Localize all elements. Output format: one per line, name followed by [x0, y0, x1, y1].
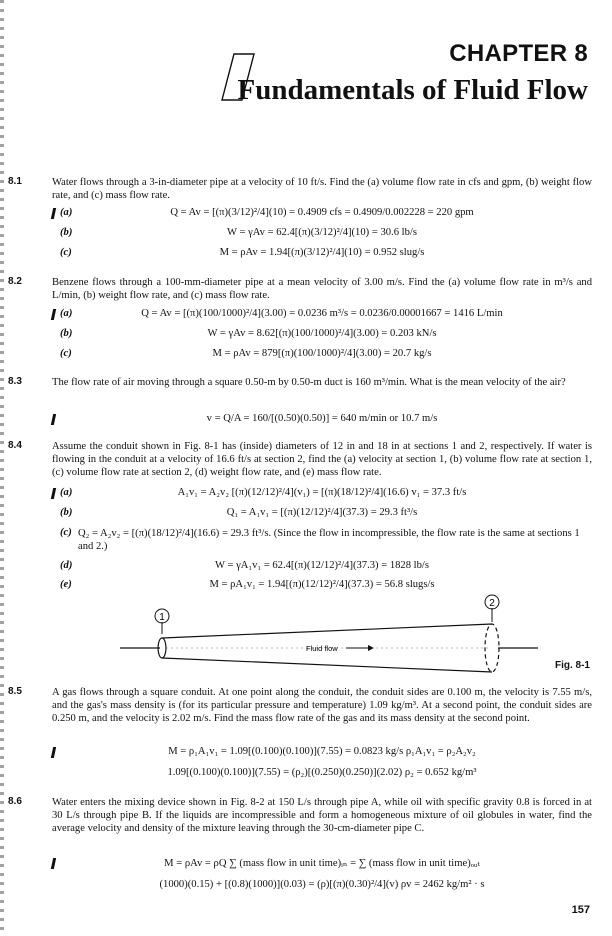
problem-number: 8.1: [8, 176, 22, 187]
solution-line: (b) W = γAv = 8.62[(π)(100/1000)²/4](3.00) = 0.203 kN/s: [60, 328, 437, 339]
problem-statement: Water enters the mixing device shown in Fig. 8-2 at 150 L/s through pipe A, while oil with specific gravity 0.8 is forced in at 30 L/s through pipe B. If the liquids are incompressible and form a homogeneous mixture of oil globules in water, find the average velocity and density of the mixture leaving through the 30-cm-diameter pipe C.: [52, 797, 592, 834]
problem-number: 8.4: [8, 440, 22, 451]
problem-statement: Water flows through a 3-in-diameter pipe at a velocity of 10 ft/s. Find the (a) volume flow rate in cfs and gpm, (b) weight flow rate, and (c) mass flow rate.: [52, 177, 592, 201]
flow-label: Fluid flow: [306, 644, 338, 653]
solution-line: 1.09[(0.100)(0.100)](7.55) = (ρ₂)[(0.250)(0.250)](2.02) ρ₂ = 0.652 kg/m³: [167, 767, 477, 778]
solution-line: (d) W = γA₁v₁ = 62.4[(π)(12/12)²/4](37.3) = 1828 lb/s: [60, 560, 429, 571]
problem-number: 8.5: [8, 686, 22, 697]
problem-statement: Benzene flows through a 100-mm-diameter pipe at a mean velocity of 3.00 m/s. Find the (a) volume flow rate in m³/s and L/min, (b) weight flow rate, and (c) mass flow rate.: [52, 277, 592, 301]
solution-line: (1000)(0.15) + [(0.8)(1000)](0.03) = (ρ)[(π)(0.30)²/4](v) ρv = 2462 kg/m² · s: [159, 879, 485, 890]
problem-statement: Assume the conduit shown in Fig. 8-1 has (inside) diameters of 12 in and 18 in at sections 1 and 2, respectively. If water is flowing in the conduit at a velocity of 16.6 ft/s at section 2, find the (a) velocity at section 1, (b) volume flow rate at section 1, (c) volume flow rate at section 2, (d) weight flow rate, and (e) mass flow rate.: [52, 441, 592, 478]
problem-statement: A gas flows through a square conduit. At one point along the conduit, the conduit sides are 0.100 m, the velocity is 7.55 m/s, and the gas's mass density is (for its particular pressure and temperature) 1.09 kg/m³. At a second point, the conduit sides are 0.250 m, and the velocity is 2.02 m/s. Find the mass flow rate of the gas and its mass density at the second point.: [52, 687, 592, 724]
flow-arrow-icon: [368, 645, 374, 651]
solution-line: (c) M = ρAv = 879[(π)(100/1000)²/4](3.00) = 20.7 kg/s: [60, 348, 432, 359]
figure-caption: Fig. 8-1: [554, 660, 590, 671]
solution-line: (b) W = γAv = 62.4[(π)(3/12)²/4](10) = 30.6 lb/s: [60, 227, 417, 238]
solution-line: (c) Q₂ = A₂v₂ = [(π)(18/12)²/4](16.6) = 29.3 ft³/s. (Since the flow in incompressible, the flow rate is the same at sections 1 and 2.): [60, 527, 580, 552]
solution-line: (a) A₁v₁ = A₂v₂ [(π)(12/12)²/4](v₁) = [(π)(18/12)²/4](16.6) v₁ = 37.3 ft/s: [52, 487, 592, 501]
binding-edge: [0, 0, 4, 936]
solution-line: (b) Q₁ = A₁v₁ = [(π)(12/12)²/4](37.3) = 29.3 ft³/s: [60, 507, 418, 518]
solution-line: (a) Q = Av = [(π)(3/12)²/4](10) = 0.4909 cfs = 0.4909/0.002228 = 220 gpm: [52, 207, 592, 221]
problem-number: 8.6: [8, 796, 22, 807]
section-1-label: 1: [159, 612, 165, 623]
conduit-figure: [120, 598, 600, 674]
problem-number: 8.3: [8, 376, 22, 387]
section-2-label: 2: [489, 598, 495, 609]
solution-line: M = ρAv = ρQ ∑ (mass flow in unit time)ᵢₙ = ∑ (mass flow in unit time)ₒᵤₜ: [52, 857, 592, 871]
page-number: 157: [571, 904, 590, 916]
chapter-number: CHAPTER 8: [449, 40, 588, 67]
problem-number: 8.2: [8, 276, 22, 287]
chapter-title: Fundamentals of Fluid Flow: [237, 74, 588, 106]
problem-statement: The flow rate of air moving through a square 0.50-m by 0.50-m duct is 160 m³/min. What is the mean velocity of the air?: [52, 377, 566, 388]
solution-line: (a) Q = Av = [(π)(100/1000)²/4](3.00) = 0.0236 m³/s = 0.0236/0.00001667 = 1416 L/min: [52, 308, 592, 322]
solution-line: (e) M = ρA₁v₁ = 1.94[(π)(12/12)²/4](37.3) = 56.8 slugs/s: [60, 579, 435, 590]
solution-line: v = Q/A = 160/[(0.50)(0.50)] = 640 m/min or 10.7 m/s: [52, 413, 592, 427]
solution-line: (c) M = ρAv = 1.94[(π)(3/12)²/4](10) = 0.952 slug/s: [60, 247, 425, 258]
solution-line: M = ρ₁A₁v₁ = 1.09[(0.100)(0.100)](7.55) = 0.0823 kg/s ρ₁A₁v₁ = ρ₂A₂v₂: [52, 746, 592, 760]
